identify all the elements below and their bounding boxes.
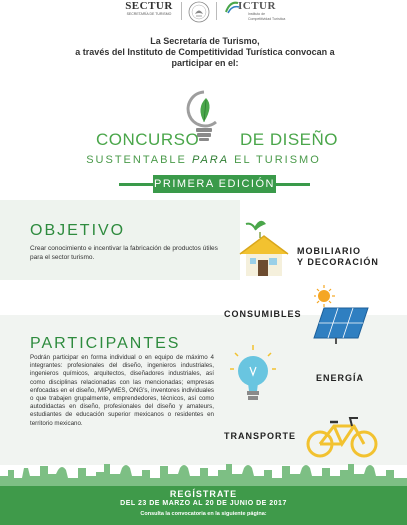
sectur-name: SECTUR (125, 0, 173, 12)
subtitle-part-a: SUSTENTABLE (86, 154, 192, 166)
intro-line-3: participar en el: (171, 58, 239, 68)
objetivo-heading: OBJETIVO (30, 222, 126, 239)
ictur-subtitle-1: Instituto de (248, 12, 266, 16)
category-energia: ENERGÍA (316, 373, 365, 383)
sectur-subtitle: SECRETARÍA DE TURISMO (126, 12, 172, 16)
background-shape (0, 200, 240, 280)
category-mobiliario-line-1: MOBILIARIO (297, 246, 361, 256)
subtitle-para: PARA (191, 154, 230, 166)
category-mobiliario (297, 246, 379, 268)
edition-badge: PRIMERA EDICIÓN (153, 175, 276, 193)
logo-divider (181, 2, 182, 20)
city-skyline-icon (0, 462, 407, 488)
title-diseno: DE DISEÑO (240, 130, 339, 149)
category-transporte: TRANSPORTE (224, 431, 297, 441)
lightbulb-icon (230, 345, 276, 407)
bicycle-icon (306, 412, 378, 460)
contest-subtitle (0, 154, 407, 166)
title-concurso: CONCURSO (96, 130, 200, 149)
house-icon (236, 214, 292, 278)
objetivo-text: Crear conocimiento e incentivar la fabricación de productos útiles para el sector turismo. (30, 245, 218, 261)
register-dates: DEL 23 DE MARZO AL 20 DE JUNIO DE 2017 (120, 500, 287, 507)
logo-divider (216, 2, 217, 20)
intro-line-2: a través del Instituto de Competitividad Turística convocan a (75, 47, 335, 57)
intro-text (40, 36, 370, 69)
register-heading: REGÍSTRATE (169, 489, 238, 499)
participantes-heading: PARTICIPANTES (30, 335, 181, 352)
ictur-logo (224, 0, 294, 21)
ictur-subtitle-2: Competitividad Turística (248, 16, 286, 21)
sectur-logo (120, 0, 178, 16)
intro-line-1: La Secretaría de Turismo, (150, 36, 260, 46)
contest-title (0, 130, 407, 152)
ictur-name: ICTUR (238, 0, 276, 12)
ictur-swoosh-icon (224, 0, 240, 14)
mexican-seal-icon (188, 1, 210, 23)
category-mobiliario-line-2: Y DECORACIÓN (297, 257, 379, 267)
edition-wing-left (119, 183, 153, 186)
header-logos (0, 0, 407, 24)
participantes-text: Podrán participar en forma individual o en equipo de máximo 4 integrantes: profesionales del diseño, ingenieros industriales, ingenieros químicos, arquitectos, diseñadores industriales, así como disciplinas relacionadas con las mencionadas; empresas enfocadas en el diseño, MIPyMES, ONG's, inventores individuales o que trabajen grupalmente, emprendedores, técnicos, así como autodidactas en diseño, profesionales del diseño y amateurs, estudiantes de educación superior mexicanos o residentes en territorio mexicano. (30, 354, 214, 427)
edition-wing-right (276, 183, 310, 186)
footer-register-banner (0, 486, 407, 525)
solar-panel-icon (312, 304, 370, 344)
category-consumibles: CONSUMIBLES (224, 309, 302, 319)
consult-text: Consulta la convocatoria en la siguiente página: (140, 511, 267, 517)
subtitle-part-b: EL TURISMO (229, 154, 321, 166)
